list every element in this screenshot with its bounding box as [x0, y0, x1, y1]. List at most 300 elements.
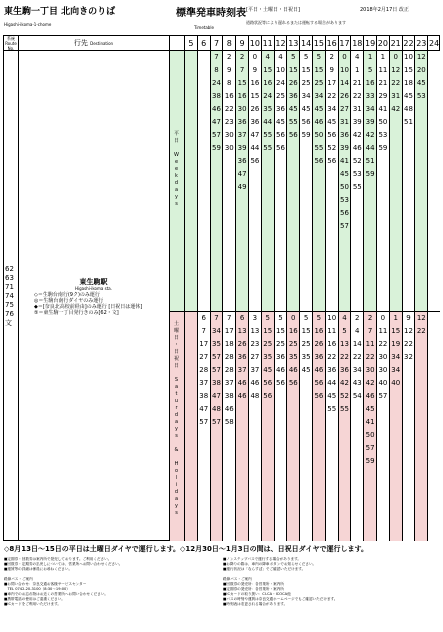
- departure-minute: 46: [288, 366, 298, 374]
- departure-minute: 56: [314, 392, 324, 400]
- departure-minute: 46: [314, 118, 324, 126]
- holiday-minutes-13: [287, 315, 299, 393]
- footer-left: ■定期券・回数券は案内所で発売しております。ご利用ください。 ■回数券・定期券の払戻しについては、営業所へお問い合わせください。 ■運賃等の詳細は係員にお尋ねください。 路線バス・ご案内 ■お問い合わせ：奈良交通お客様サービスセンター TEL 0742-20-3100（8:30～19:00） ■車内でのお忘れ物はお近くの営業所へお問い合わせください。 ■携帯電話の使用はご遠慮ください。 ■ICカードをご利用いただけます。: [4, 557, 123, 606]
- departure-minute: 30: [365, 366, 375, 374]
- weekday-column-8: [222, 51, 235, 311]
- departure-minute: 44: [263, 118, 273, 126]
- departure-minute: 45: [416, 79, 426, 87]
- departure-minute: 11: [365, 340, 375, 348]
- weekday-column-17: [338, 51, 351, 311]
- departure-minute: 9: [329, 66, 334, 74]
- hour-header-9: 9: [235, 36, 248, 51]
- holiday-column-15: [312, 312, 325, 541]
- stop-name: 東生駒一丁目 北向きのりば: [4, 7, 116, 17]
- departure-minute: 22: [365, 353, 375, 361]
- departure-minute: 42: [340, 379, 349, 387]
- departure-minute: 1: [393, 314, 398, 322]
- departure-minute: 45: [327, 118, 337, 126]
- weekday-minutes-22: [403, 54, 415, 132]
- departure-minute: 0: [291, 314, 296, 322]
- departure-minute: 58: [224, 418, 234, 426]
- route-number: 62: [5, 265, 14, 273]
- departure-minute: 38: [212, 379, 221, 387]
- departure-minute: 30: [378, 353, 388, 361]
- holiday-column-11: [261, 312, 274, 541]
- weekday-column-22: [402, 51, 415, 311]
- holiday-column-7: [210, 312, 223, 541]
- departure-minute: 6: [239, 314, 245, 322]
- departure-minute: 34: [301, 92, 311, 100]
- holiday-column-14: [299, 312, 312, 541]
- departure-minute: 9: [406, 314, 411, 322]
- holiday-minutes-7: [211, 315, 223, 432]
- departure-minute: 47: [212, 392, 221, 400]
- departure-minute: 15: [314, 66, 324, 74]
- holiday-column-24: [427, 312, 440, 541]
- weekday-column-21: [389, 51, 402, 311]
- departure-minute: 39: [352, 118, 362, 126]
- departure-minute: 32: [404, 353, 413, 361]
- departure-minute: 36: [327, 366, 337, 374]
- column-divider: [169, 36, 170, 540]
- weekday-column-9: [235, 51, 248, 311]
- destination-label-en: Destination: [90, 41, 114, 46]
- departure-minute: 50: [340, 183, 349, 191]
- hour-header-22: 22: [402, 36, 415, 51]
- departure-minute: 14: [340, 79, 349, 87]
- hour-header-12: 12: [274, 36, 287, 51]
- holiday-column-6: [197, 312, 210, 541]
- day-side-header: [169, 36, 184, 51]
- departure-minute: 15: [404, 66, 413, 74]
- hour-header-5: 5: [184, 36, 197, 51]
- weekday-column-13: [286, 51, 299, 311]
- destination-name-en: Higashi-ikoma sta.: [74, 286, 112, 291]
- departure-minute: 22: [340, 353, 349, 361]
- departure-minute: 30: [224, 144, 234, 152]
- holiday-column-5: [184, 312, 197, 541]
- departure-minute: 11: [378, 327, 388, 335]
- departure-minute: 17: [327, 79, 337, 87]
- departure-minute: 2: [329, 53, 334, 61]
- departure-minute: 35: [263, 105, 273, 113]
- departure-minute: 56: [288, 131, 298, 139]
- departure-minute: 15: [263, 66, 273, 74]
- departure-minute: 10: [327, 314, 337, 322]
- departure-minute: 56: [314, 379, 324, 387]
- hour-header-16: 16: [325, 36, 338, 51]
- route-number: 71: [5, 283, 14, 291]
- weekday-column-20: [376, 51, 389, 311]
- departure-minute: 57: [340, 222, 349, 230]
- departure-minute: 20: [416, 66, 426, 74]
- departure-minute: 48: [404, 105, 413, 113]
- weekday-minutes-23: [415, 54, 427, 106]
- holiday-minutes-23: [415, 315, 427, 341]
- holiday-column-21: [389, 312, 402, 541]
- hour-header-10: 10: [248, 36, 261, 51]
- hour-header-7: 7: [210, 36, 223, 51]
- departure-minute: 15: [391, 327, 401, 335]
- holiday-column-18: [350, 312, 363, 541]
- departure-minute: 34: [352, 366, 362, 374]
- departure-minute: 16: [314, 327, 324, 335]
- column-divider: [18, 36, 19, 540]
- departure-minute: 46: [212, 105, 221, 113]
- departure-minute: 30: [237, 105, 247, 113]
- departure-minute: 34: [314, 92, 324, 100]
- departure-minute: 5: [265, 314, 270, 322]
- weekday-minutes-9: [236, 54, 248, 197]
- departure-minute: 33: [365, 92, 375, 100]
- departure-minute: 17: [224, 327, 234, 335]
- departure-minute: 45: [404, 92, 413, 100]
- table-header: [4, 36, 439, 51]
- departure-minute: 36: [288, 92, 298, 100]
- departure-minute: 36: [314, 353, 324, 361]
- departure-minute: 25: [276, 92, 285, 100]
- departure-minute: 34: [327, 105, 337, 113]
- destination-notes: [34, 292, 142, 316]
- departure-minute: 59: [365, 457, 375, 465]
- departure-minute: 26: [237, 340, 247, 348]
- departure-minute: 0: [252, 53, 258, 61]
- departure-minute: 45: [301, 366, 311, 374]
- departure-minute: 12: [416, 53, 426, 61]
- hour-header-8: 8: [222, 36, 235, 51]
- departure-minute: 11: [327, 327, 337, 335]
- departure-minute: 16: [327, 340, 337, 348]
- departure-minute: 46: [365, 392, 375, 400]
- timetable-grid: [3, 35, 440, 541]
- departure-minute: 4: [265, 53, 270, 61]
- departure-minute: 29: [378, 92, 388, 100]
- departure-minute: 10: [276, 66, 285, 74]
- departure-minute: 34: [391, 353, 401, 361]
- departure-minute: 4: [355, 327, 360, 335]
- destination-label-ja: 行先: [73, 39, 88, 47]
- departure-minute: 38: [199, 392, 209, 400]
- departure-minute: 57: [212, 353, 221, 361]
- departure-minute: 44: [365, 144, 375, 152]
- hour-header-11: 11: [261, 36, 274, 51]
- departure-minute: 15: [288, 66, 298, 74]
- departure-minute: 40: [378, 379, 388, 387]
- departure-minute: 24: [212, 79, 221, 87]
- departure-minute: 55: [288, 118, 298, 126]
- weekday-column-12: [274, 51, 287, 311]
- departure-minute: 21: [352, 79, 362, 87]
- departure-minute: 50: [378, 118, 388, 126]
- departure-minute: 41: [365, 418, 375, 426]
- departure-minute: 57: [212, 418, 221, 426]
- hour-header-15: 15: [312, 36, 325, 51]
- route-number: 76: [5, 310, 14, 318]
- departure-minute: 55: [263, 131, 273, 139]
- departure-minute: 22: [327, 353, 337, 361]
- departure-minute: 2: [227, 53, 232, 61]
- destination-label: [18, 36, 169, 51]
- departure-minute: 35: [288, 353, 298, 361]
- weekday-minutes-17: [339, 54, 351, 236]
- departure-minute: 16: [224, 92, 234, 100]
- weekday-minutes-8: [223, 54, 235, 158]
- departure-minute: 54: [352, 392, 362, 400]
- departure-minute: 36: [276, 353, 285, 361]
- holiday-minutes-11: [262, 315, 274, 406]
- departure-minute: 11: [378, 66, 388, 74]
- departure-minute: 55: [314, 144, 324, 152]
- holiday-column-8: [222, 312, 235, 541]
- holiday-column-19: [363, 312, 376, 541]
- departure-minute: 0: [380, 314, 386, 322]
- weekday-minutes-15: [313, 54, 325, 171]
- weekday-minutes-21: [390, 54, 402, 119]
- departure-minute: 13: [340, 340, 349, 348]
- departure-minute: 23: [224, 118, 234, 126]
- weekday-minutes-19: [364, 54, 376, 184]
- route-label: 系統 Route No.: [5, 36, 17, 51]
- departure-minute: 37: [224, 379, 234, 387]
- departure-minute: 28: [224, 366, 234, 374]
- route-number: 文: [5, 319, 12, 327]
- route-number: 75: [5, 301, 14, 309]
- bottom-notice: ◇8月13日～15日の平日は土曜日ダイヤで運行します。◇12月30日～1月3日の間は、日祝日ダイヤで運行します。: [4, 545, 368, 553]
- hour-header-6: 6: [197, 36, 210, 51]
- departure-minute: 31: [352, 105, 362, 113]
- departure-minute: 42: [352, 131, 362, 139]
- departure-minute: 26: [314, 340, 324, 348]
- departure-minute: 59: [365, 170, 375, 178]
- departure-minute: 0: [393, 53, 398, 61]
- departure-minute: 56: [327, 131, 337, 139]
- departure-minute: 57: [212, 131, 221, 139]
- departure-minute: 25: [301, 79, 311, 87]
- departure-minute: 5: [316, 53, 322, 61]
- departure-minute: 16: [365, 79, 375, 87]
- holiday-minutes-8: [223, 315, 235, 432]
- departure-minute: 26: [250, 105, 260, 113]
- destination-note: ◇＝生駒台南行(9ク)のみ運行: [34, 292, 100, 298]
- holiday-column-20: [376, 312, 389, 541]
- departure-minute: 51: [365, 157, 375, 165]
- holiday-minutes-12: [275, 315, 287, 393]
- holiday-minutes-16: [326, 315, 338, 419]
- departure-minute: 12: [416, 314, 426, 322]
- departure-minute: 5: [367, 66, 373, 74]
- departure-minute: 35: [301, 353, 311, 361]
- departure-minute: 36: [340, 131, 349, 139]
- departure-minute: 14: [352, 340, 362, 348]
- departure-minute: 24: [263, 92, 273, 100]
- holiday-column-17: [338, 312, 351, 541]
- departure-minute: 45: [301, 105, 311, 113]
- departure-minute: 56: [327, 157, 337, 165]
- departure-minute: 39: [365, 118, 375, 126]
- departure-minute: 41: [378, 105, 388, 113]
- route-number: 74: [5, 292, 14, 300]
- departure-minute: 56: [263, 379, 273, 387]
- departure-minute: 39: [340, 144, 349, 152]
- departure-minute: 52: [352, 157, 362, 165]
- departure-minute: 5: [316, 314, 322, 322]
- departure-minute: 25: [276, 340, 285, 348]
- holiday-minutes-20: [377, 315, 389, 406]
- revision-date: 2018年2月17日 改正: [360, 7, 409, 13]
- destination-note: ◎＝生駒台南行ダイヤのみ運行: [34, 298, 104, 304]
- holiday-minutes-18: [351, 315, 363, 406]
- holiday-column-16: [325, 312, 338, 541]
- departure-minute: 36: [237, 157, 247, 165]
- departure-minute: 45: [365, 405, 375, 413]
- departure-minute: 36: [250, 118, 260, 126]
- departure-minute: 8: [227, 79, 232, 87]
- departure-minute: 24: [276, 79, 285, 87]
- departure-minute: 25: [288, 340, 298, 348]
- departure-minute: 46: [352, 144, 362, 152]
- departure-minute: 47: [199, 405, 209, 413]
- departure-minute: 55: [340, 405, 349, 413]
- departure-minute: 7: [201, 327, 206, 335]
- departure-minute: 56: [288, 379, 298, 387]
- departure-minute: 34: [365, 105, 375, 113]
- departure-minute: 45: [288, 105, 298, 113]
- departure-minute: 18: [224, 340, 234, 348]
- departure-minute: 40: [391, 379, 401, 387]
- departure-minute: 53: [352, 170, 362, 178]
- weekday-minutes-18: [351, 54, 363, 197]
- departure-minute: 52: [327, 144, 337, 152]
- hour-header-20: 20: [376, 36, 389, 51]
- departure-minute: 53: [416, 92, 426, 100]
- holiday-column-9: [235, 312, 248, 541]
- hour-header-24: 24: [427, 36, 440, 51]
- departure-minute: 1: [367, 53, 373, 61]
- departure-minute: 31: [340, 118, 349, 126]
- departure-minute: 38: [224, 392, 234, 400]
- hour-header-18: 18: [350, 36, 363, 51]
- weekday-minutes-16: [326, 54, 338, 171]
- departure-minute: 22: [404, 340, 413, 348]
- departure-minute: 12: [391, 66, 401, 74]
- footer-right: ■ノンステップバスで運行する場合があります。 ■お降りの際は、車内の降車ボタンでお知らせください。 ■運行状況は「ならすぽ」でご確認いただけます。 路線バス・ご案内 ■回数券の発売所：各営業所・案内所 ■定期券の発売所：各営業所・案内所 ■ICカードの取り扱い：CI-CA・ICOCA他 ■バスの時刻や運賃は奈良交通ホームページでもご確認いただけます。 ■時刻表は変更される場合があります。: [223, 557, 338, 606]
- holiday-column-13: [286, 312, 299, 541]
- departure-minute: 34: [391, 366, 401, 374]
- departure-minute: 56: [250, 157, 260, 165]
- departure-minute: 22: [378, 340, 388, 348]
- departure-minute: 16: [237, 92, 247, 100]
- weekday-column-7: [210, 51, 223, 311]
- departure-minute: 39: [237, 144, 247, 152]
- departure-minute: 16: [263, 79, 273, 87]
- departure-minute: 37: [237, 366, 247, 374]
- departure-minute: 4: [278, 53, 283, 61]
- departure-minute: 27: [250, 353, 260, 361]
- holiday-minutes-17: [339, 315, 351, 419]
- weekday-column-23: [414, 51, 427, 311]
- departure-minute: 45: [327, 392, 337, 400]
- departure-minute: 1: [355, 66, 360, 74]
- hour-header-17: 17: [338, 36, 351, 51]
- departure-minute: 9: [227, 66, 232, 74]
- departure-minute: 46: [250, 379, 260, 387]
- departure-minute: 55: [327, 405, 337, 413]
- weekday-column-15: [312, 51, 325, 311]
- departure-minute: 27: [199, 353, 209, 361]
- departure-minute: 7: [214, 53, 219, 61]
- route-numbers: [5, 265, 14, 328]
- weekday-minutes-13: [287, 54, 299, 145]
- holiday-minutes-14: [300, 315, 312, 380]
- departure-minute: 37: [199, 379, 209, 387]
- day-type: [平日・土曜日・日祝日]: [246, 7, 300, 13]
- departure-minute: 15: [237, 79, 247, 87]
- delay-notice: 道路状況等により遅れるまたは運転する場合があります: [246, 20, 346, 25]
- departure-minute: 56: [340, 209, 349, 217]
- departure-minute: 45: [340, 170, 349, 178]
- weekday-minutes-14: [300, 54, 312, 145]
- holiday-minutes-21: [390, 315, 402, 393]
- departure-minute: 26: [288, 79, 298, 87]
- weekday-column-14: [299, 51, 312, 311]
- departure-minute: 45: [276, 118, 285, 126]
- departure-minute: 44: [250, 144, 260, 152]
- weekday-column-10: [248, 51, 261, 311]
- departure-minute: 56: [276, 144, 285, 152]
- departure-minute: 7: [367, 327, 373, 335]
- departure-minute: 9: [252, 66, 258, 74]
- departure-minute: 36: [340, 366, 349, 374]
- departure-minute: 7: [214, 314, 219, 322]
- departure-minute: 42: [365, 131, 375, 139]
- departure-minute: 13: [250, 327, 260, 335]
- holiday-minutes-15: [313, 315, 325, 406]
- departure-minute: 35: [263, 353, 273, 361]
- departure-minute: 31: [391, 92, 401, 100]
- departure-minute: 30: [378, 366, 388, 374]
- holiday-column-10: [248, 312, 261, 541]
- departure-minute: 42: [391, 105, 401, 113]
- weekday-column-24: [427, 51, 440, 311]
- departure-minute: 15: [301, 66, 311, 74]
- departure-minute: 15: [250, 92, 260, 100]
- departure-minute: 22: [416, 327, 426, 335]
- weekday-minutes-10: [249, 54, 261, 171]
- holiday-column-12: [274, 312, 287, 541]
- departure-minute: 3: [252, 314, 258, 322]
- departure-minute: 56: [301, 118, 311, 126]
- weekday-label: 平 日 W e e k d a y s: [170, 131, 183, 208]
- destination-note: ◆＝[奈良北高校前経由]のみ運行 [日祝日は運休]: [34, 304, 143, 310]
- departure-minute: 43: [352, 379, 362, 387]
- weekday-column-18: [350, 51, 363, 311]
- departure-minute: 26: [340, 92, 349, 100]
- weekday-column-16: [325, 51, 338, 311]
- departure-minute: 4: [342, 314, 347, 322]
- holiday-minutes-9: [236, 315, 248, 406]
- stop-name-en: Higashi-ikoma-1-chome: [4, 22, 52, 27]
- holiday-minutes-6: [198, 315, 210, 432]
- departure-minute: 4: [355, 53, 360, 61]
- departure-minute: 45: [263, 366, 273, 374]
- departure-minute: 5: [342, 327, 347, 335]
- departure-minute: 21: [378, 79, 388, 87]
- departure-minute: 7: [227, 314, 232, 322]
- hour-header-13: 13: [286, 36, 299, 51]
- departure-minute: 35: [212, 340, 221, 348]
- weekday-minutes-12: [275, 54, 287, 158]
- departure-minute: 48: [212, 405, 221, 413]
